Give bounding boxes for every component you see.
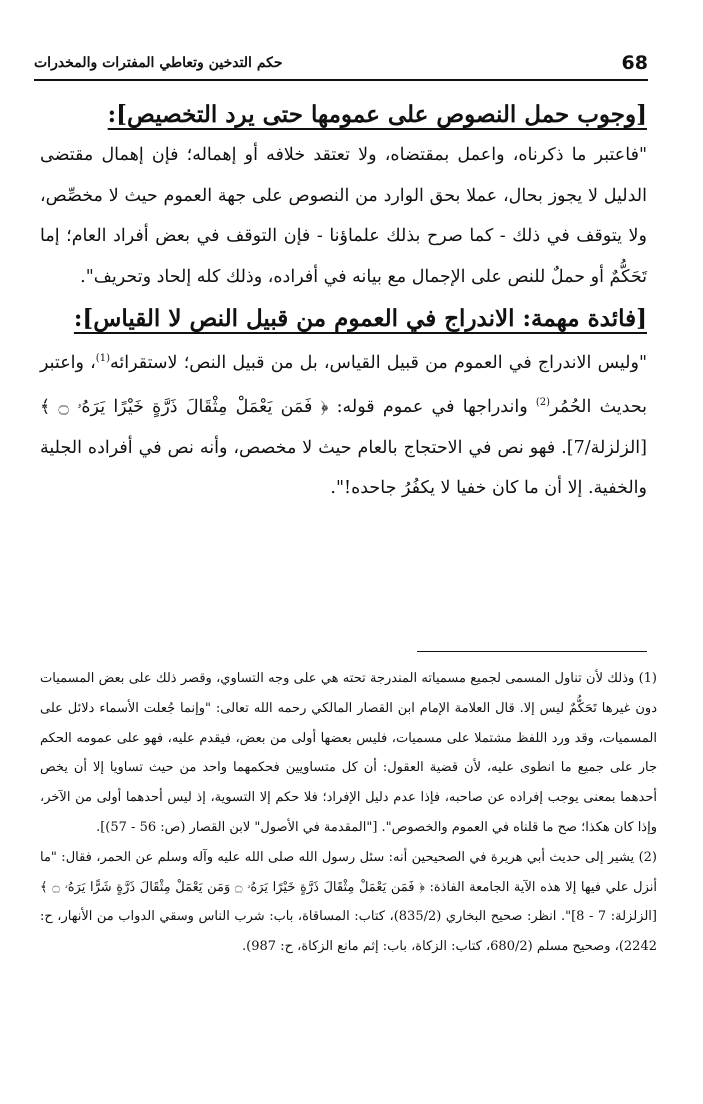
- main-text: [40, 95, 647, 509]
- section-heading-2: [فائدة مهمة: الاندراج في العموم من قبيل النص لا القياس]:: [73, 305, 647, 332]
- footnotes: [40, 664, 657, 962]
- footnote-separator: [417, 651, 647, 652]
- footnote-ref-1[interactable]: (1): [95, 353, 110, 364]
- paragraph-text: "وليس الاندراج في العموم من قبيل القياس، بل من قبيل النص؛ لاستقرائه: [109, 352, 647, 373]
- section-paragraph-1: "فاعتبر ما ذكرناه، واعمل بمقتضاه، ولا تعتقد خلافه أو إهماله؛ فإن إهمال مقتضى الدليل لا يجوز بحال، عملا بحق الوارد من النصوص على جهة العموم حيث لا مخصِّص، ولا يتوقف في ذلك - كما صرح بذلك علماؤنا - فإن التوقف في بعض أفراد العام؛ إما تَحَكُّمٌ أو حملٌ للنص على الإجمال مع بيانه في أفراده، وذلك كله إلحاد وتحريف".: [40, 145, 647, 287]
- footnote-2: (2) يشير إلى حديث أبي هريرة في الصحيحين أنه: سئل رسول الله صلى الله عليه وآله وسلم عن الحمر، فقال: "ما أنزل علي فيها إلا هذه الآية الجامعة الفاذة: ﴿ فَمَن يَعْمَلْ مِثْقَالَ ذَرَّةٍ خَيْرًا يَرَهُۥ ۝ وَمَن يَعْمَلْ مِثْقَالَ ذَرَّةٍ شَرًّا يَرَهُۥ ۝ ﴾ [الزلزلة: 7 - 8]". انظر: صحيح البخاري (835/2)، كتاب: المساقاة، باب: شرب الناس وسقي الدواب من الأنهار، ح: 2242)، وصحيح مسلم (680/2، كتاب: الزكاة، باب: إثم مانع الزكاة، ح: 987).: [40, 849, 657, 955]
- page-header: [34, 46, 648, 80]
- footnote-ref-2[interactable]: (2): [535, 397, 551, 409]
- paragraph-text: واندراجها في عموم قوله: ﴿ فَمَن يَعْمَلْ مِثْقَالَ ذَرَّةٍ خَيْرًا يَرَهُۥ ۝ ﴾ [الزلزلة/7]. فهو نص في الاحتجاج بالعام حيث لا مخصص، وأنه نص في أفراده الجلية والخفية. إلا أن ما كان خفيا لا يكفُرُ جاحده!".: [40, 397, 647, 499]
- section-heading-1: [وجوب حمل النصوص على عمومها حتى يرد التخصيص]:: [107, 101, 647, 128]
- section-paragraph-2: [40, 339, 647, 509]
- running-title: حكم التدخين وتعاطي المفترات والمخدرات: [34, 55, 283, 71]
- footnote-1: (1) وذلك لأن تناول المسمى لجميع مسمياته المندرجة تحته هي على وجه التساوي، وقصر ذلك على بعض المسميات دون غيرها تَحَكُّمٌ ليس إلا. قال العلامة الإمام ابن القصار المالكي رحمه الله تعالى: "وإنما جُعلت الأسماء دلائل على المسميات، وقد ورد اللفظ مشتملا على مسميات، فليس بعضها أولى من بعض، فيقدم عليه، فهو على عمومه الحكم جار على جميع ما انطوى عليه، لأن قضية العقول: أن كل متساويين فحكمهما واحد من حيث تساويا إلا أن يخص أحدهما بمعنى يوجب إفراده عن صاحبه، فإذا عدم دليل الإفراد؛ فلا حكم إلا التسوية، إذ ليس أحدهما أولى من الآخر، وإذا كان هكذا؛ صح ما قلناه في العموم والخصوص". ["المقدمة في الأصول" لابن القصار (ص: 56 - 57)].: [40, 671, 657, 835]
- page-number: 68: [621, 52, 648, 74]
- paragraph-text: ، واعتبر بحديث الحُمُر: [40, 352, 647, 418]
- header-rule: [34, 79, 648, 81]
